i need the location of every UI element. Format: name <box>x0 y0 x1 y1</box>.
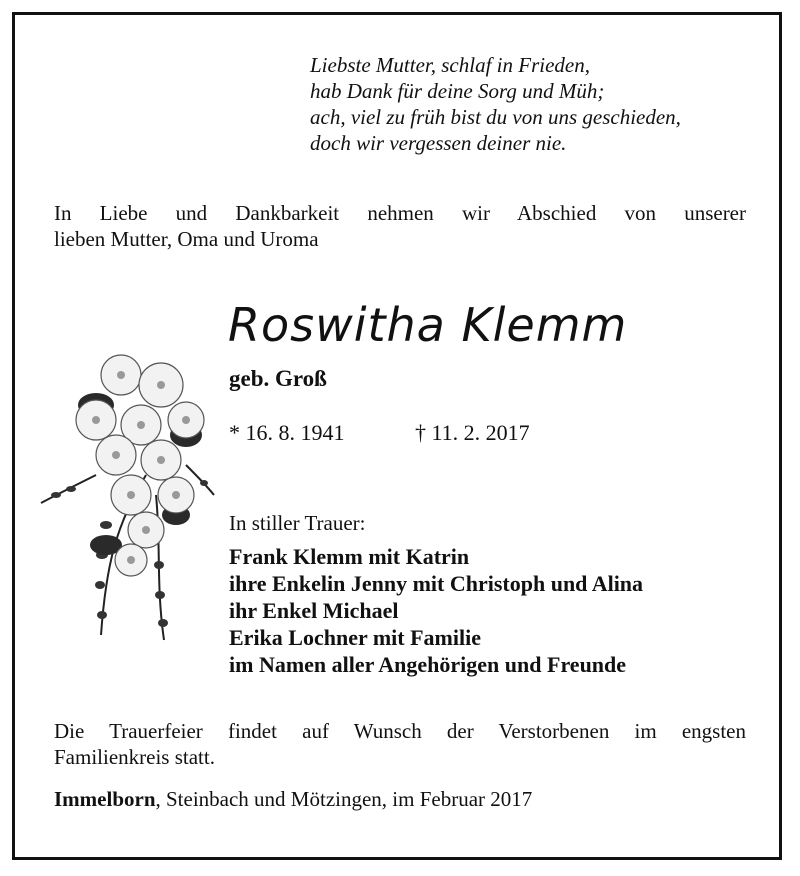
intro-line: In Liebe und Dankbarkeit nehmen wir Abschied von unserer <box>54 201 746 225</box>
poem-line: doch wir vergessen deiner nie. <box>310 131 567 155</box>
deceased-name: Roswitha Klemm <box>228 298 628 352</box>
intro-text <box>54 200 746 252</box>
poem <box>310 52 760 156</box>
mourners-list <box>229 543 643 678</box>
ceremony-line: Familienkreis statt. <box>54 745 215 769</box>
mourning-label: In stiller Trauer: <box>229 511 366 535</box>
mourner-line: ihr Enkel Michael <box>229 598 399 623</box>
death-date: † 11. 2. 2017 <box>415 420 530 445</box>
flower-bouquet-icon <box>36 345 226 645</box>
place-rest: , Steinbach und Mötzingen, im Februar 2017 <box>155 787 533 811</box>
mourner-line: im Namen aller Angehörigen und Freunde <box>229 652 627 677</box>
poem-line: hab Dank für deine Sorg und Müh; <box>310 79 605 103</box>
poem-line: ach, viel zu früh bist du von uns geschieden, <box>310 105 681 129</box>
mourner-line: ihre Enkelin Jenny mit Christoph und Alina <box>229 571 644 596</box>
town-name: Immelborn <box>54 787 156 811</box>
birth-date: * 16. 8. 1941 <box>229 420 345 445</box>
maiden-name: geb. Groß <box>229 366 327 391</box>
ceremony-line: Die Trauerfeier findet auf Wunsch der Verstorbenen im engsten <box>54 719 746 743</box>
place-and-date <box>54 787 532 812</box>
mourner-line: Erika Lochner mit Familie <box>229 625 481 650</box>
ceremony-note <box>54 718 746 770</box>
poem-line: Liebste Mutter, schlaf in Frieden, <box>310 53 590 77</box>
intro-line: lieben Mutter, Oma und Uroma <box>54 227 319 251</box>
mourner-line: Frank Klemm mit Katrin <box>229 544 470 569</box>
